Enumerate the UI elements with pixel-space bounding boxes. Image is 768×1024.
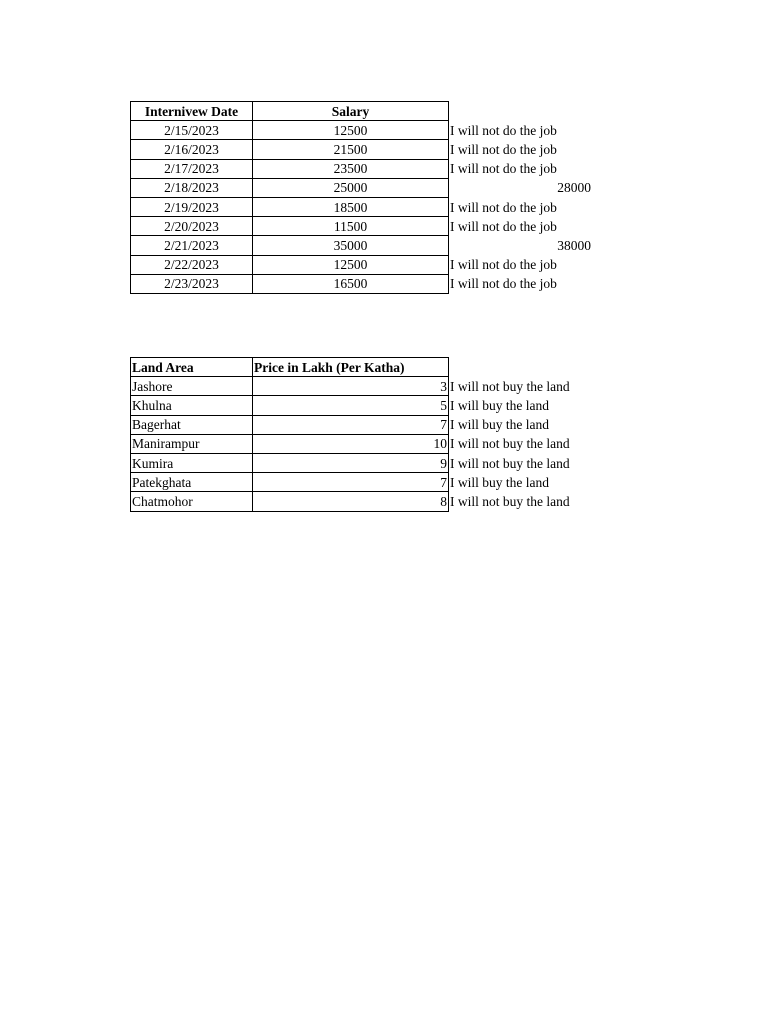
table-row <box>131 453 593 472</box>
header-price[interactable]: Price in Lakh (Per Katha) <box>253 358 449 377</box>
land-decision-cell[interactable]: I will not buy the land <box>450 436 570 452</box>
job-decision-cell[interactable]: I will not do the job <box>450 141 557 157</box>
salary-cell[interactable]: 18500 <box>253 197 449 216</box>
price-cell[interactable]: 3 <box>253 377 449 396</box>
land-table-body <box>131 377 593 511</box>
interview-date-cell[interactable]: 2/19/2023 <box>131 197 253 216</box>
land-area-cell[interactable]: Manirampur <box>131 434 253 453</box>
land-area-cell[interactable]: Jashore <box>131 377 253 396</box>
land-decision-cell[interactable]: I will not buy the land <box>450 493 570 509</box>
land-decision-cell[interactable]: I will not buy the land <box>450 378 570 394</box>
table-row <box>131 396 593 415</box>
table-row <box>131 255 593 274</box>
table-row <box>131 178 593 197</box>
land-area-cell[interactable]: Bagerhat <box>131 415 253 434</box>
salary-table <box>130 101 593 294</box>
table-row <box>131 492 593 511</box>
land-area-cell[interactable]: Khulna <box>131 396 253 415</box>
salary-cell[interactable]: 23500 <box>253 159 449 178</box>
table-row <box>131 121 593 140</box>
price-cell[interactable]: 7 <box>253 415 449 434</box>
interview-date-cell[interactable]: 2/18/2023 <box>131 178 253 197</box>
price-cell[interactable]: 5 <box>253 396 449 415</box>
table-row <box>131 434 593 453</box>
header-interview-date[interactable]: Internivew Date <box>131 102 253 121</box>
job-decision-cell[interactable]: I will not do the job <box>450 199 557 215</box>
salary-cell[interactable]: 21500 <box>253 140 449 159</box>
job-decision-cell[interactable]: I will not do the job <box>450 122 557 138</box>
salary-cell[interactable]: 11500 <box>253 217 449 236</box>
header-land-area[interactable]: Land Area <box>131 358 253 377</box>
header-empty-cell[interactable] <box>449 102 593 121</box>
land-decision-cell[interactable]: I will buy the land <box>450 417 549 433</box>
land-decision-cell[interactable]: I will buy the land <box>450 397 549 413</box>
salary-header-row <box>131 102 593 121</box>
job-decision-cell[interactable]: I will not do the job <box>450 218 557 234</box>
header-empty-cell[interactable] <box>449 358 593 377</box>
job-decision-cell[interactable]: 38000 <box>557 237 591 253</box>
land-area-cell[interactable]: Chatmohor <box>131 492 253 511</box>
land-header-row <box>131 358 593 377</box>
table-row <box>131 197 593 216</box>
table-row <box>131 140 593 159</box>
price-cell[interactable]: 7 <box>253 473 449 492</box>
interview-date-cell[interactable]: 2/15/2023 <box>131 121 253 140</box>
interview-date-cell[interactable]: 2/22/2023 <box>131 255 253 274</box>
table-row <box>131 415 593 434</box>
job-decision-cell[interactable]: 28000 <box>557 180 591 196</box>
table-row <box>131 377 593 396</box>
interview-date-cell[interactable]: 2/20/2023 <box>131 217 253 236</box>
interview-date-cell[interactable]: 2/23/2023 <box>131 274 253 293</box>
land-table <box>130 357 593 512</box>
table-row <box>131 236 593 255</box>
job-decision-cell[interactable]: I will not do the job <box>450 276 557 292</box>
table-row <box>131 473 593 492</box>
price-cell[interactable]: 8 <box>253 492 449 511</box>
table-row <box>131 274 593 293</box>
price-cell[interactable]: 10 <box>253 434 449 453</box>
land-decision-cell[interactable]: I will buy the land <box>450 474 549 490</box>
salary-cell[interactable]: 35000 <box>253 236 449 255</box>
price-cell[interactable]: 9 <box>253 453 449 472</box>
interview-date-cell[interactable]: 2/16/2023 <box>131 140 253 159</box>
salary-cell[interactable]: 16500 <box>253 274 449 293</box>
interview-date-cell[interactable]: 2/17/2023 <box>131 159 253 178</box>
salary-cell[interactable]: 12500 <box>253 121 449 140</box>
salary-table-body <box>131 121 593 294</box>
interview-date-cell[interactable]: 2/21/2023 <box>131 236 253 255</box>
land-area-cell[interactable]: Kumira <box>131 453 253 472</box>
salary-cell[interactable]: 25000 <box>253 178 449 197</box>
land-decision-cell[interactable]: I will not buy the land <box>450 455 570 471</box>
land-area-cell[interactable]: Patekghata <box>131 473 253 492</box>
job-decision-cell[interactable]: I will not do the job <box>450 161 557 177</box>
table-row <box>131 159 593 178</box>
job-decision-cell[interactable]: I will not do the job <box>450 257 557 273</box>
table-row <box>131 217 593 236</box>
salary-cell[interactable]: 12500 <box>253 255 449 274</box>
header-salary[interactable]: Salary <box>253 102 449 121</box>
